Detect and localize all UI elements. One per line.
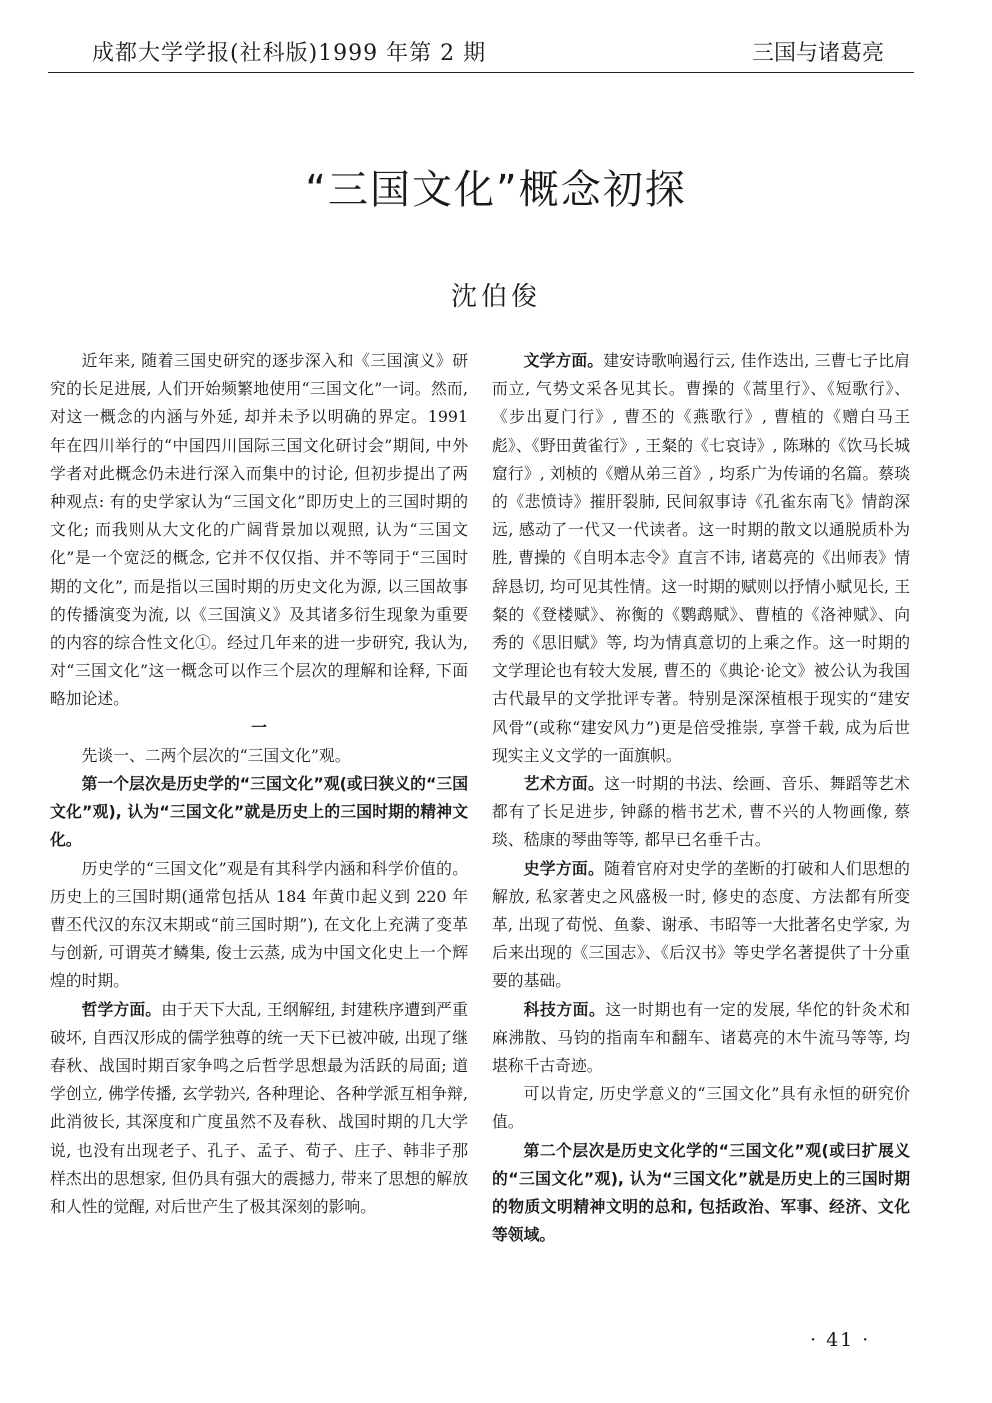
page-number: · 41 · xyxy=(810,1329,871,1351)
bold-paragraph: 第二个层次是历史文化学的“三国文化”观(或曰扩展义的“三国文化”观), 认为“三国文化”就是历史上的三国时期的物质文明精神文明的总和, 包括政治、军事、经济、文化等领域。 xyxy=(492,1140,910,1245)
paragraph xyxy=(492,347,910,770)
bold-paragraph: 第一个层次是历史学的“三国文化”观(或曰狭义的“三国文化”观), 认为“三国文化”就是历史上的三国时期的精神文化。 xyxy=(50,774,468,850)
article-title: “三国文化”概念初探 xyxy=(305,167,687,213)
paragraph: 可以肯定, 历史学意义的“三国文化”具有永恒的研究价值。 xyxy=(492,1084,910,1132)
paragraph-text: 由于天下大乱, 王纲解纽, 封建秩序遭到严重破坏, 自西汉形成的儒学独尊的统一天下已被冲破, 出现了继春秋、战国时期百家争鸣之后哲学思想最为活跃的局面; 道学创立, 佛学传播, 玄学勃兴, 各种理论、各种学派互相争辩, 此消彼长, 其深度和广度虽然不及春秋、战国时期的几大学说, 也没有出现老子、孔子、孟子、荀子、庄子、韩非子那样杰出的思想家, 但仍具有强大的震撼力, 带来了思想的解放和人性的觉醒, 对后世产生了极其深刻的影响。 xyxy=(50,999,468,1217)
right-column xyxy=(492,347,910,1250)
paragraph: 先谈一、二两个层次的“三国文化”观。 xyxy=(81,745,351,765)
paragraph-lead: 史学方面。 xyxy=(523,858,605,878)
paragraph-text: 随着官府对史学的垄断的打破和人们思想的解放, 私家著史之风盛极一时, 修史的态度、方法都有所变革, 出现了荀悦、鱼豢、谢承、韦昭等一大批著名史学家, 为后来出现的《三国志》、《后汉书》等史学名著提供了十分重要的基础。 xyxy=(492,858,910,991)
paragraph-text: 这一时期的书法、绘画、音乐、舞蹈等艺术都有了长足进步, 钟繇的楷书艺术, 曹不兴的人物画像, 蔡琰、嵇康的琴曲等等, 都早已名垂千古。 xyxy=(492,774,910,850)
paragraph-lead: 艺术方面。 xyxy=(523,774,605,794)
section-name: 三国与诸葛亮 xyxy=(751,41,884,66)
journal-name: 成都大学学报(社科版)1999 年第 2 期 xyxy=(92,41,487,66)
paragraph: 近年来, 随着三国史研究的逐步深入和《三国演义》研究的长足进展, 人们开始频繁地使用“三国文化”一词。然而, 对这一概念的内涵与外延, 却并未予以明确的界定。1991 年在四川举行的“中国四川国际三国文化研讨会”期间, 中外学者对此概念仍未进行深入而集中的讨论, 但初步提出了两种观点: 有的史学家认为“三国文化”即历史上的三国时期的文化; 而我则从大文化的广阔背景加以观照, 认为“三国文化”是一个宽泛的概念, 它并不仅仅指、并不等同于“三国时期的文化”, 而是指以三国时期的历史文化为源, 以三国故事的传播演变为流, 以《三国演义》及其诸多衍生现象为重要的内容的综合性文化①。经过几年来的进一步研究, 我认为, 对“三国文化”这一概念可以作三个层次的理解和诠释, 下面略加论述。 xyxy=(50,351,468,709)
paragraph-text: 建安诗歌响遏行云, 佳作迭出, 三曹七子比肩而立, 气势文采各见其长。曹操的《蒿里行》、《短歌行》、《步出夏门行》, 曹丕的《燕歌行》, 曹植的《赠白马王彪》、《野田黄雀行》, 王粲的《七哀诗》, 陈琳的《饮马长城窟行》, 刘桢的《赠从弟三首》, 均系广为传诵的名篇。蔡琰的《悲愤诗》摧肝裂肺, 民间叙事诗《孔雀东南飞》情韵深远, 感动了一代又一代读者。这一时期的散文以通脱质朴为胜, 曹操的《自明本志令》直言不讳, 诸葛亮的《出师表》情辞恳切, 均可见其性情。这一时期的赋则以抒情小赋见长, 王粲的《登楼赋》、祢衡的《鹦鹉赋》、曹植的《洛神赋》、向秀的《思旧赋》等, 均为情真意切的上乘之作。这一时期的文学理论也有较大发展, 曹丕的《典论·论文》被公认为我国古代最早的文学批评专著。特别是深深植根于现实的“建安风骨”(或称“建安风力”)更是倍受推崇, 享誉千载, 成为后世现实主义文学的一面旗帜。 xyxy=(492,351,910,765)
section-separator: 一 xyxy=(251,717,267,737)
paragraph xyxy=(492,996,910,1081)
running-header xyxy=(48,30,914,73)
paragraph: 历史学的“三国文化”观是有其科学内涵和科学价值的。历史上的三国时期(通常包括从 184 年黄巾起义到 220 年曹丕代汉的东汉末期或“前三国时期”), 在文化上充满了变革与创新, 可谓英才鳞集, 俊士云蒸, 成为中国文化史上一个辉煌的时期。 xyxy=(50,858,468,991)
paragraph xyxy=(492,855,910,996)
paragraph-lead: 哲学方面。 xyxy=(81,999,162,1019)
paragraph-lead: 科技方面。 xyxy=(523,999,606,1019)
paragraph xyxy=(492,770,910,855)
left-column xyxy=(50,347,468,1221)
paragraph-lead: 文学方面。 xyxy=(523,351,604,370)
paragraph-text: 这一时期也有一定的发展, 华佗的针灸术和麻沸散、马钧的指南车和翻车、诸葛亮的木牛流马等等, 均堪称千古奇迹。 xyxy=(492,999,910,1076)
article-author: 沈伯俊 xyxy=(450,282,541,312)
paragraph xyxy=(50,996,468,1222)
